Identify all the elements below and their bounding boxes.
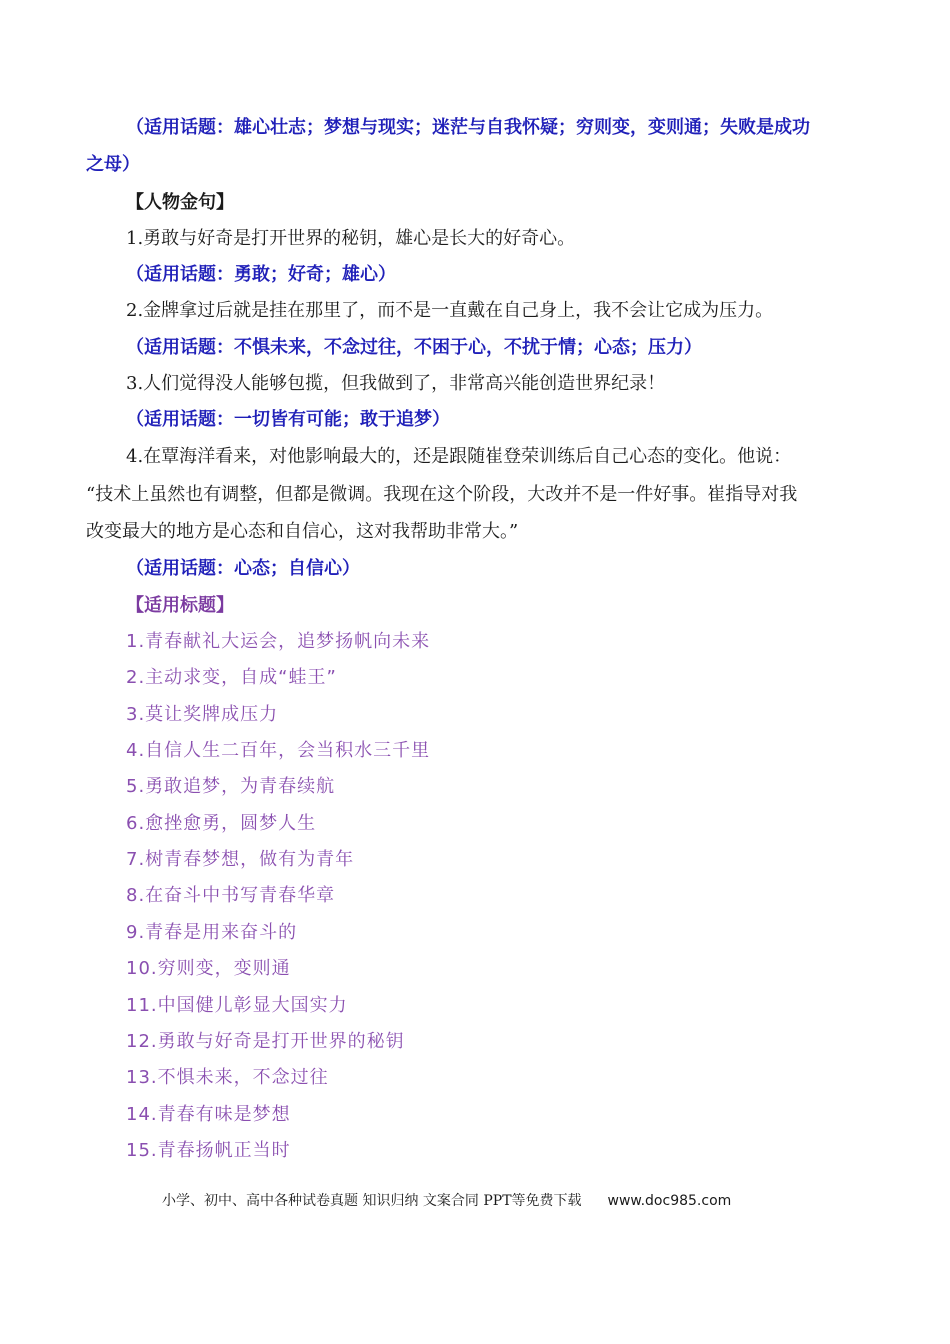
title-item-6: 6.愈挫愈勇，圆梦人生	[126, 813, 317, 834]
quote-4-line3: 改变最大的地方是心态和自信心，这对我帮助非常大。”	[86, 521, 519, 542]
title-item-11: 11.中国健儿彰显大国实力	[126, 995, 348, 1016]
quote-1-topic: （适用话题：勇敢；好奇；雄心）	[126, 264, 396, 285]
title-item-8: 8.在奋斗中书写青春华章	[126, 885, 336, 906]
footer-url-link[interactable]: www.doc985.com	[607, 1193, 732, 1209]
quotes-heading: 【人物金句】	[126, 192, 234, 213]
title-item-1: 1.青春献礼大运会，追梦扬帆向未来	[126, 631, 431, 652]
title-item-9: 9.青春是用来奋斗的	[126, 922, 298, 943]
title-item-2: 2.主动求变，自成“蛙王”	[126, 667, 337, 688]
topic-intro-line2: 之母）	[86, 154, 140, 175]
topic-intro-line1: （适用话题：雄心壮志；梦想与现实；迷茫与自我怀疑；穷则变，变则通；失败是成功	[126, 117, 810, 138]
title-item-5: 5.勇敢追梦，为青春续航	[126, 776, 336, 797]
quote-4-topic: （适用话题：心态；自信心）	[126, 558, 360, 579]
title-item-3: 3.莫让奖牌成压力	[126, 704, 279, 725]
footer-text: 小学、初中、高中各种试卷真题 知识归纳 文案合同 PPT等免费下载	[162, 1193, 582, 1209]
quote-1: 1.勇敢与好奇是打开世界的秘钥，雄心是长大的好奇心。	[126, 228, 576, 249]
quote-3-topic: （适用话题：一切皆有可能；敢于追梦）	[126, 409, 450, 430]
title-item-10: 10.穷则变，变则通	[126, 958, 291, 979]
title-item-13: 13.不惧未来，不念过往	[126, 1067, 329, 1088]
quote-4-line2: “技术上虽然也有调整，但都是微调。我现在这个阶段，大改并不是一件好事。崔指导对我	[86, 484, 798, 505]
title-item-7: 7.树青春梦想，做有为青年	[126, 849, 355, 870]
quote-4-line1: 4.在覃海洋看来，对他影响最大的，还是跟随崔登荣训练后自己心态的变化。他说：	[126, 446, 792, 467]
page-footer	[162, 1190, 731, 1210]
titles-heading: 【适用标题】	[126, 595, 234, 616]
title-item-15: 15.青春扬帆正当时	[126, 1140, 291, 1161]
quote-3: 3.人们觉得没人能够包揽，但我做到了，非常高兴能创造世界纪录！	[126, 373, 666, 394]
title-item-4: 4.自信人生二百年，会当积水三千里	[126, 740, 431, 761]
quote-2: 2.金牌拿过后就是挂在那里了，而不是一直戴在自己身上，我不会让它成为压力。	[126, 300, 774, 321]
title-item-12: 12.勇敢与好奇是打开世界的秘钥	[126, 1031, 405, 1052]
title-item-14: 14.青春有味是梦想	[126, 1104, 291, 1125]
quote-2-topic: （适用话题：不惧未来，不念过往，不困于心，不扰于情；心态；压力）	[126, 337, 702, 358]
